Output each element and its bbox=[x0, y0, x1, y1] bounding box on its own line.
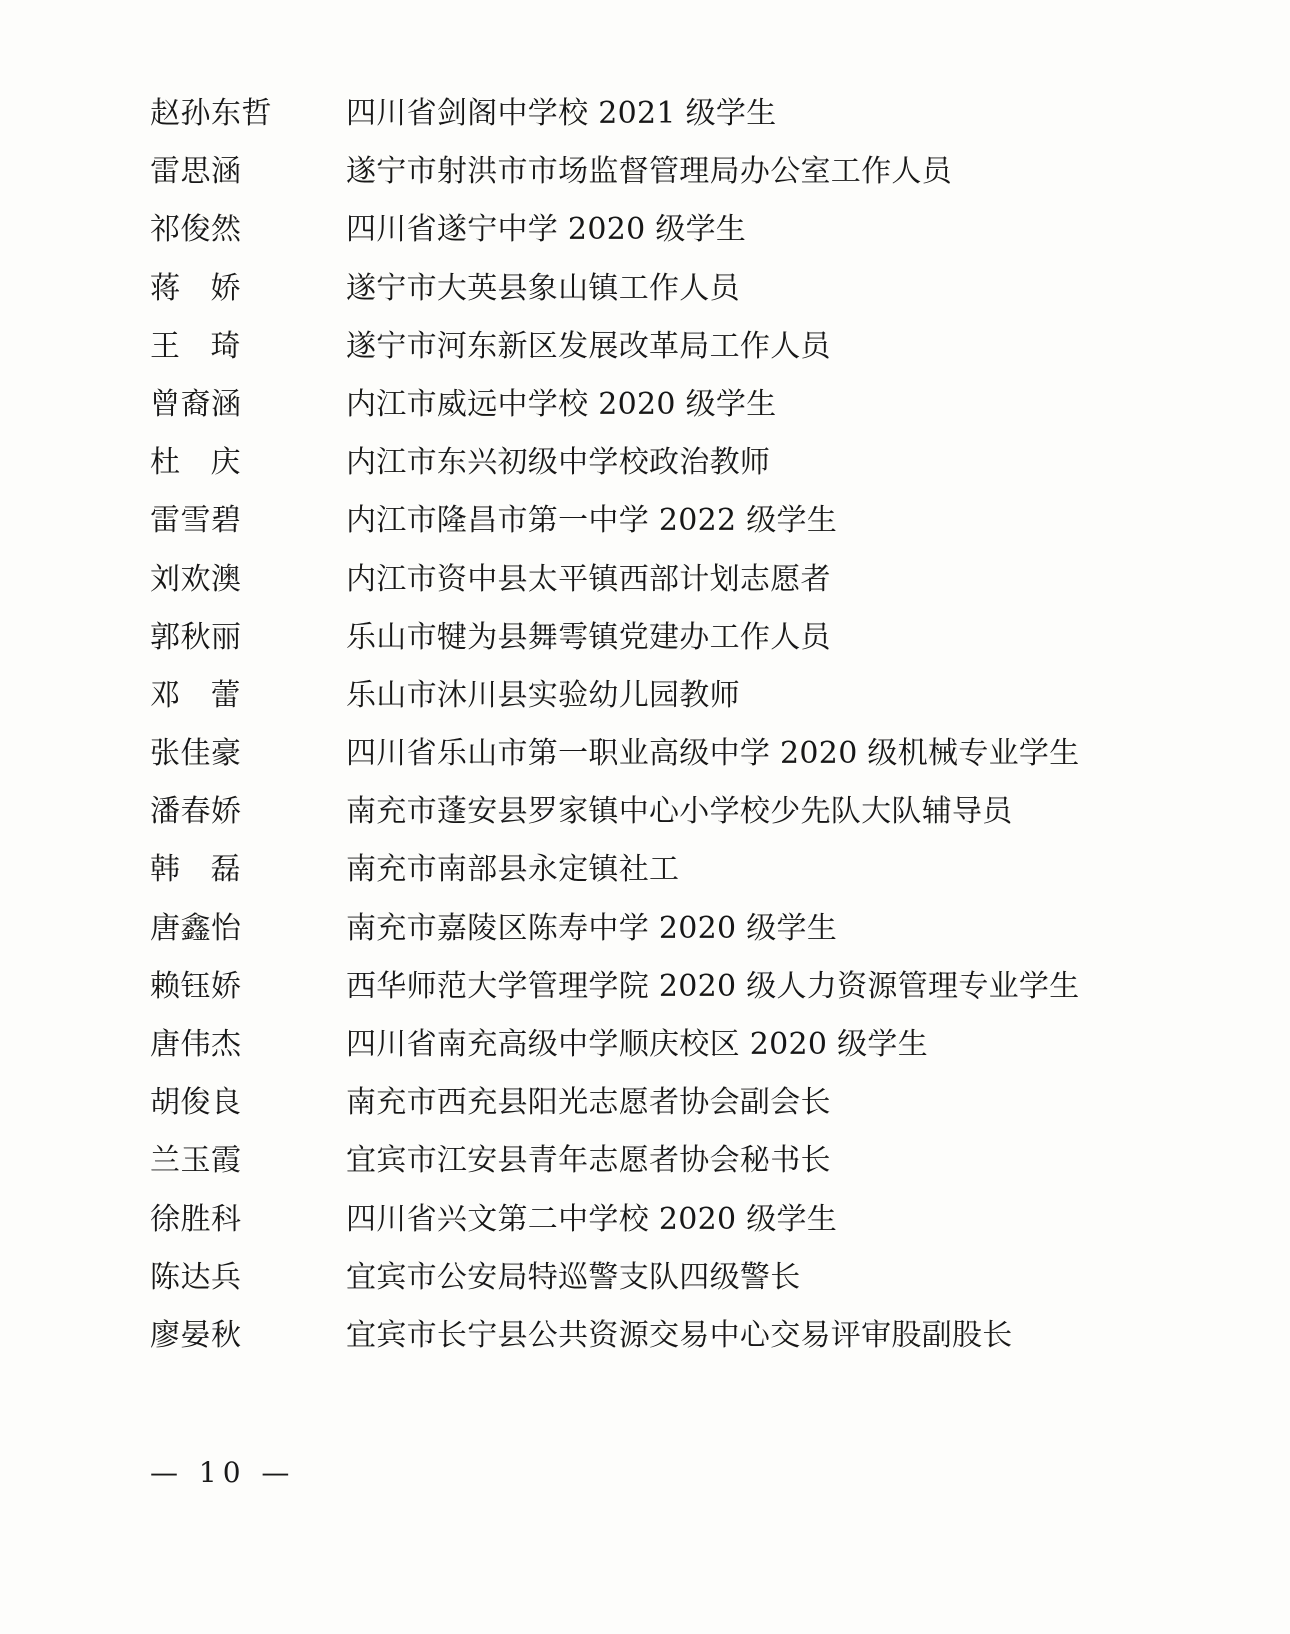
entry-name: 赵孙东哲 bbox=[150, 96, 272, 131]
entry-name: 胡俊良 bbox=[150, 1085, 242, 1121]
list-item bbox=[150, 1019, 1150, 1077]
entry-name: 雷思涵 bbox=[150, 154, 242, 190]
list-item bbox=[150, 903, 1150, 961]
entry-name: 潘春娇 bbox=[150, 794, 242, 830]
list-item bbox=[150, 844, 1150, 902]
entry-name: 祁俊然 bbox=[150, 212, 242, 248]
list-item bbox=[150, 321, 1150, 379]
list-item bbox=[150, 204, 1150, 262]
entry-description: 四川省兴文第二中学校 2020 级学生 bbox=[346, 1201, 838, 1237]
entry-name: 蒋 娇 bbox=[150, 270, 241, 306]
list-item bbox=[150, 88, 1150, 146]
list-item bbox=[150, 263, 1150, 321]
entry-description: 南充市蓬安县罗家镇中心小学校少先队大队辅导员 bbox=[346, 794, 1013, 830]
entry-description: 内江市威远中学校 2020 级学生 bbox=[346, 386, 777, 422]
entry-name: 兰玉霞 bbox=[150, 1143, 242, 1179]
entry-name: 曾裔涵 bbox=[150, 386, 242, 422]
list-item bbox=[150, 1135, 1150, 1193]
entry-name: 王 琦 bbox=[150, 328, 241, 364]
entry-description: 南充市嘉陵区陈寿中学 2020 级学生 bbox=[346, 910, 838, 946]
entry-description: 遂宁市大英县象山镇工作人员 bbox=[346, 270, 740, 306]
list-item bbox=[150, 1252, 1150, 1310]
list-item bbox=[150, 670, 1150, 728]
entry-name: 杜 庆 bbox=[150, 445, 241, 481]
entry-description: 乐山市犍为县舞雩镇党建办工作人员 bbox=[346, 619, 831, 655]
list-item bbox=[150, 786, 1150, 844]
entry-description: 遂宁市射洪市市场监督管理局办公室工作人员 bbox=[346, 154, 952, 190]
entry-description: 内江市东兴初级中学校政治教师 bbox=[346, 445, 771, 481]
entry-name: 唐伟杰 bbox=[150, 1027, 242, 1062]
entry-name: 陈达兵 bbox=[150, 1259, 242, 1295]
entry-name: 刘欢澳 bbox=[150, 561, 242, 597]
entry-name: 雷雪碧 bbox=[150, 503, 242, 539]
entry-description: 宜宾市江安县青年志愿者协会秘书长 bbox=[346, 1143, 831, 1179]
entry-description: 南充市南部县永定镇社工 bbox=[346, 852, 680, 888]
list-item bbox=[150, 437, 1150, 495]
entry-description: 西华师范大学管理学院 2020 级人力资源管理专业学生 bbox=[346, 968, 1080, 1004]
entry-description: 内江市隆昌市第一中学 2022 级学生 bbox=[346, 503, 838, 539]
list-item bbox=[150, 1310, 1150, 1368]
entry-name: 廖晏秋 bbox=[150, 1317, 242, 1353]
entry-description: 四川省乐山市第一职业高级中学 2020 级机械专业学生 bbox=[346, 736, 1080, 772]
entry-description: 内江市资中县太平镇西部计划志愿者 bbox=[346, 561, 831, 597]
entry-description: 四川省遂宁中学 2020 级学生 bbox=[346, 212, 747, 248]
list-item bbox=[150, 1194, 1150, 1252]
entry-name: 张佳豪 bbox=[150, 736, 242, 772]
list-item bbox=[150, 612, 1150, 670]
entry-description: 遂宁市河东新区发展改革局工作人员 bbox=[346, 328, 831, 364]
entry-name: 赖钰娇 bbox=[150, 968, 242, 1004]
entry-description: 四川省剑阁中学校 2021 级学生 bbox=[346, 96, 777, 131]
list-item bbox=[150, 495, 1150, 553]
page-number: — 10 — bbox=[150, 1456, 296, 1489]
entry-name: 徐胜科 bbox=[150, 1201, 242, 1237]
entry-description: 乐山市沐川县实验幼儿园教师 bbox=[346, 677, 740, 713]
entry-description: 南充市西充县阳光志愿者协会副会长 bbox=[346, 1085, 831, 1121]
entry-name: 邓 蕾 bbox=[150, 677, 241, 713]
entry-name: 韩 磊 bbox=[150, 852, 241, 888]
entry-name: 郭秋丽 bbox=[150, 619, 242, 655]
entry-description: 宜宾市公安局特巡警支队四级警长 bbox=[346, 1259, 801, 1295]
list-item bbox=[150, 961, 1150, 1019]
entry-name: 唐鑫怡 bbox=[150, 910, 242, 946]
entry-list bbox=[150, 88, 1150, 1368]
entry-description: 四川省南充高级中学顺庆校区 2020 级学生 bbox=[346, 1027, 929, 1062]
list-item bbox=[150, 146, 1150, 204]
list-item bbox=[150, 728, 1150, 786]
entry-description: 宜宾市长宁县公共资源交易中心交易评审股副股长 bbox=[346, 1317, 1013, 1353]
list-item bbox=[150, 554, 1150, 612]
list-item bbox=[150, 379, 1150, 437]
list-item bbox=[150, 1077, 1150, 1135]
